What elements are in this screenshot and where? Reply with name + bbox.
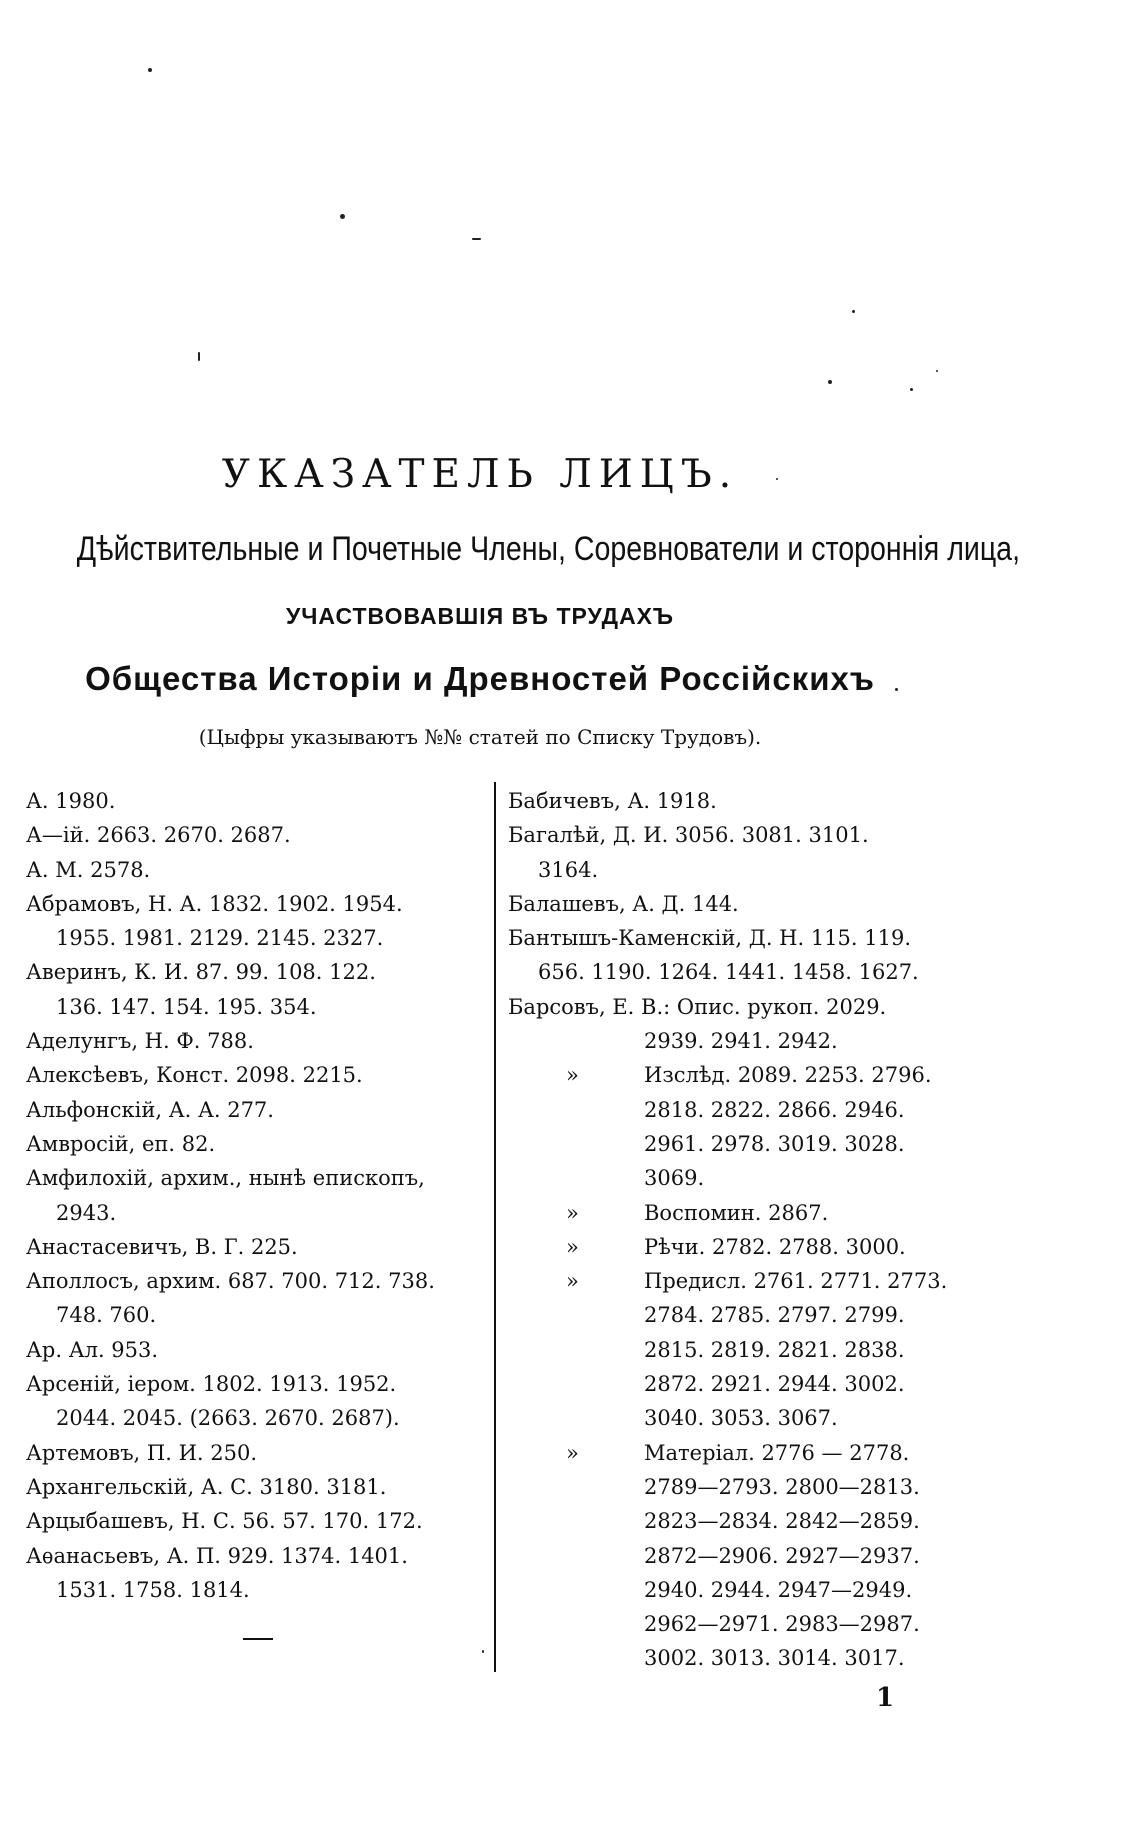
index-entry-text: 3002. 3013. 3014. 3017. [644, 1646, 905, 1671]
index-entry-text: Изслѣд. 2089. 2253. 2796. [644, 1063, 932, 1088]
index-entry-text: Ар. Ал. 953. [26, 1337, 159, 1362]
index-entry-text: Бабичевъ, А. 1918. [508, 789, 717, 813]
index-entry-text: А. 1980. [26, 789, 116, 813]
index-entry [26, 1436, 484, 1470]
index-entry-continuation [508, 1298, 968, 1332]
index-entry-text: 2943. [56, 1200, 117, 1225]
index-entry [26, 784, 484, 818]
index-entry-text: Амвросій, еп. 82. [26, 1131, 216, 1156]
index-entry-text: Архангельскій, А. С. 3180. 3181. [26, 1474, 387, 1499]
index-entry-text: 2823—2834. 2842—2859. [644, 1509, 920, 1534]
index-entry [26, 1161, 484, 1195]
index-entry-text: 2872—2906. 2927—2937. [644, 1543, 920, 1568]
numbering-note: (Цыфры указываютъ №№ статей по Списку Трудовъ). [198, 725, 762, 749]
index-entry-continuation [508, 1058, 968, 1092]
index-entry [508, 990, 968, 1024]
index-entry [508, 818, 968, 852]
scan-speck [852, 310, 855, 313]
index-entry [26, 1230, 484, 1264]
index-entry-text: 656. 1190. 1264. 1441. 1458. 1627. [538, 960, 919, 985]
index-entry-text: 2044. 2045. (2663. 2670. 2687). [56, 1406, 400, 1431]
scan-speck [472, 238, 481, 240]
index-entry-text: Аделунгъ, Н. Ф. 788. [26, 1029, 254, 1054]
index-entry-continuation [508, 1093, 968, 1127]
index-entry [508, 921, 968, 955]
society-name: Общества Исторіи и Древностей Россійскихъ [85, 660, 875, 697]
index-entry-text: 2961. 2978. 3019. 3028. [644, 1131, 905, 1156]
index-entry [26, 1367, 484, 1401]
index-entry-text: 136. 147. 154. 195. 354. [56, 994, 317, 1019]
index-entry-text: Аверинъ, К. И. 87. 99. 108. 122. [26, 960, 376, 985]
ditto-mark: » [566, 1269, 579, 1294]
index-entry-continuation [26, 921, 484, 955]
index-entry [26, 1333, 484, 1367]
index-entry-text: Арцыбашевъ, Н. С. 56. 57. 170. 172. [26, 1509, 423, 1534]
index-entry-text: 3164. [538, 857, 599, 882]
end-dash [243, 1638, 273, 1640]
scan-speck [198, 352, 200, 361]
index-entry [26, 1058, 484, 1092]
participation-line: УЧАСТВОВАВШІЯ ВЪ ТРУДАХЪ [285, 603, 675, 629]
index-entry [26, 887, 484, 921]
index-entry-text: 2815. 2819. 2821. 2838. [644, 1337, 905, 1362]
index-entry-text: Воспомин. 2867. [644, 1200, 829, 1225]
scan-speck [910, 388, 913, 391]
index-entry-text: А. М. 2578. [26, 857, 151, 882]
scan-speck [482, 1650, 484, 1653]
index-entry-continuation [508, 1607, 968, 1641]
index-entry-continuation [508, 1264, 968, 1298]
index-entry [26, 1504, 484, 1538]
index-entry-continuation [26, 1573, 484, 1607]
index-entry-continuation [508, 1333, 968, 1367]
index-entry-text: Абрамовъ, Н. А. 1832. 1902. 1954. [26, 891, 403, 916]
index-entry [26, 1127, 484, 1161]
index-entry-text: А—ій. 2663. 2670. 2687. [26, 823, 291, 848]
index-entry-text: Алексѣевъ, Конст. 2098. 2215. [26, 1063, 363, 1088]
index-entry-continuation [508, 853, 968, 887]
index-entry-continuation [508, 1470, 968, 1504]
index-entry [26, 1024, 484, 1058]
index-entry-continuation [508, 1161, 968, 1195]
index-entry-text: Предисл. 2761. 2771. 2773. [644, 1269, 948, 1294]
index-entry-text: Арсеній, іером. 1802. 1913. 1952. [26, 1372, 397, 1397]
index-entry-text: 2940. 2944. 2947—2949. [644, 1577, 913, 1602]
index-entry-continuation [26, 990, 484, 1024]
index-entry-text: Альфонскій, А. А. 277. [26, 1097, 274, 1122]
index-entry-text: Рѣчи. 2782. 2788. 3000. [644, 1234, 906, 1259]
scan-speck [148, 68, 152, 72]
index-entry-continuation [508, 955, 968, 989]
index-entry-text: Аполлосъ, архим. 687. 700. 712. 738. [26, 1269, 435, 1294]
index-entry-text: 2789—2793. 2800—2813. [644, 1474, 920, 1499]
index-entry-text: 3040. 3053. 3067. [644, 1406, 838, 1431]
index-entry [26, 853, 484, 887]
index-entry-text: 3069. [644, 1166, 705, 1191]
index-entry [508, 784, 968, 818]
index-entry-text: Анастасевичъ, В. Г. 225. [26, 1234, 298, 1259]
index-entry [26, 1539, 484, 1573]
scan-speck [340, 214, 345, 219]
index-entry [26, 1093, 484, 1127]
page-number: 1 [876, 1683, 895, 1713]
index-entry-continuation [508, 1230, 968, 1264]
ditto-mark: » [566, 1440, 579, 1465]
index-entry-continuation [508, 1504, 968, 1538]
scan-speck [936, 370, 938, 372]
index-entry-text: Барсовъ, Е. В.: Опис. рукоп. 2029. [508, 994, 887, 1019]
index-entry-text: Бантышъ-Каменскій, Д. Н. 115. 119. [508, 926, 912, 951]
index-entry-text: 2872. 2921. 2944. 3002. [644, 1372, 905, 1397]
index-entry-text: 2939. 2941. 2942. [644, 1029, 838, 1054]
column-divider [494, 782, 496, 1672]
index-entry-text: Аѳанасьевъ, А. П. 929. 1374. 1401. [26, 1543, 408, 1568]
scan-speck [828, 380, 832, 384]
index-entry [26, 1470, 484, 1504]
index-column-left [26, 784, 484, 1607]
index-entry-continuation [508, 1401, 968, 1435]
index-entry-continuation [26, 1401, 484, 1435]
index-column-right [508, 784, 968, 1676]
index-entry-text: Матеріал. 2776 — 2778. [644, 1440, 910, 1465]
index-entry-text: Багалѣй, Д. И. 3056. 3081. 3101. [508, 823, 869, 848]
index-entry-continuation [26, 1298, 484, 1332]
index-entry-continuation [508, 1641, 968, 1675]
page-subtitle: Дѣйствительные и Почетные Члены, Соревнователи и стороннія лица, [76, 530, 1021, 568]
index-entry-text: 2784. 2785. 2797. 2799. [644, 1303, 905, 1328]
index-entry-text: Амфилохій, архим., нынѣ епископъ, [26, 1166, 425, 1191]
index-entry-text: 1531. 1758. 1814. [56, 1577, 250, 1602]
index-entry-continuation [508, 1539, 968, 1573]
index-entry-text: 748. 760. [56, 1303, 157, 1328]
index-entry-continuation [508, 1573, 968, 1607]
index-entry-text: Артемовъ, П. И. 250. [26, 1440, 257, 1465]
index-entry-text: 2962—2971. 2983—2987. [644, 1612, 920, 1637]
ditto-mark: » [566, 1234, 579, 1259]
index-entry-continuation [508, 1127, 968, 1161]
ditto-mark: » [566, 1063, 579, 1088]
index-entry [26, 955, 484, 989]
index-entry-continuation [508, 1436, 968, 1470]
index-entry-text: 1955. 1981. 2129. 2145. 2327. [56, 926, 384, 951]
index-entry-text: 2818. 2822. 2866. 2946. [644, 1097, 905, 1122]
ditto-mark: » [566, 1200, 579, 1225]
index-entry [508, 887, 968, 921]
index-entry-continuation [508, 1367, 968, 1401]
index-entry-continuation [26, 1196, 484, 1230]
index-entry [26, 1264, 484, 1298]
index-entry [26, 818, 484, 852]
index-entry-continuation [508, 1196, 968, 1230]
index-entry-text: Балашевъ, А. Д. 144. [508, 891, 739, 916]
page-title: УКАЗАТЕЛЬ ЛИЦЪ. [221, 452, 739, 497]
index-entry-continuation [508, 1024, 968, 1058]
